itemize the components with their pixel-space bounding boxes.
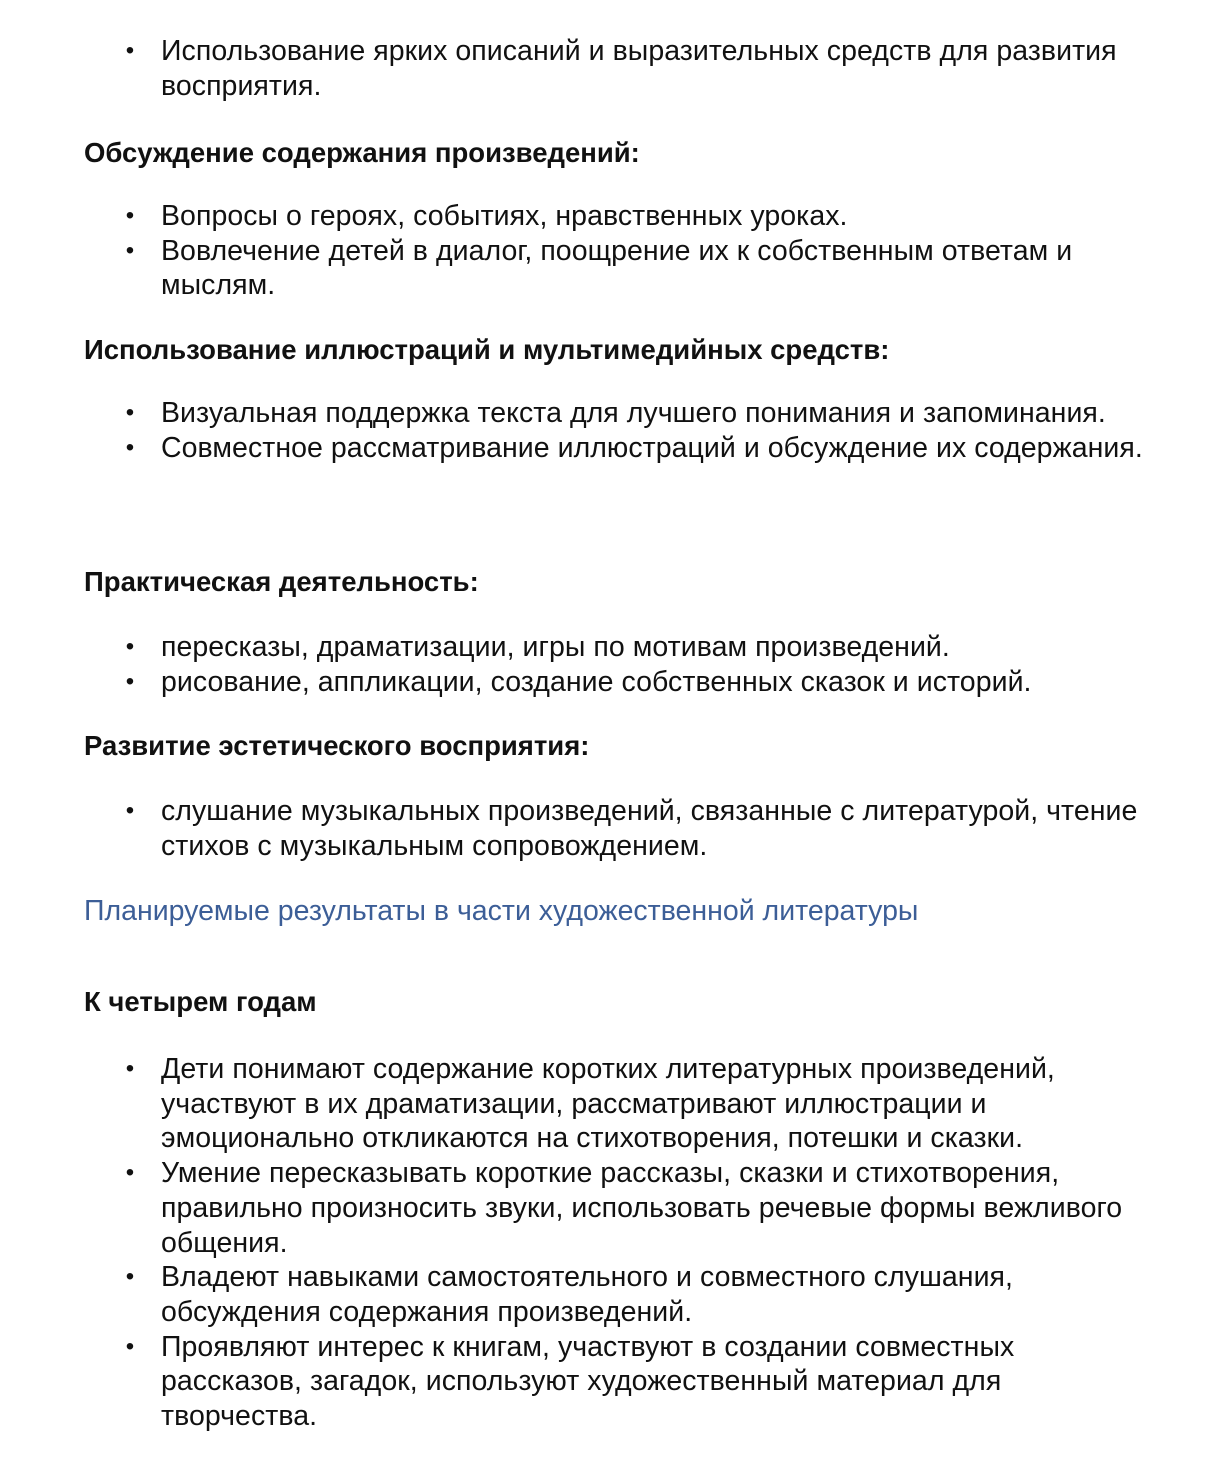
discussion-list <box>0 199 1206 303</box>
list-item <box>0 1156 1206 1260</box>
aesthetic-list <box>0 794 1206 863</box>
list-item-text: слушание музыкальных произведений, связанные с литературой, чтение стихов с музыкальным сопровождением. <box>161 795 1138 862</box>
list-item-text: рисование, аппликации, создание собственных сказок и историй. <box>161 665 1032 698</box>
bullet: • <box>125 399 135 426</box>
results-heading-link[interactable]: Планируемые результаты в части художественной литературы <box>84 895 919 927</box>
bullet: • <box>125 797 135 824</box>
bullet: • <box>125 37 135 64</box>
list-item <box>0 665 1206 700</box>
list-item <box>0 1052 1206 1156</box>
bullet: • <box>125 1055 135 1082</box>
illustrations-list <box>0 396 1206 465</box>
list-item <box>0 1260 1206 1329</box>
bullet: • <box>125 236 135 264</box>
list-item-text: Вовлечение детей в диалог, поощрение их к собственным ответам и мыслям. <box>161 234 1073 302</box>
list-item-text: Проявляют интерес к книгам, участвуют в создании совместных рассказов, загадок, используют художественный материал для творчества. <box>161 1330 1015 1433</box>
bullet: • <box>125 1159 135 1187</box>
list-item-text: Использование ярких описаний и выразительных средств для развития восприятия. <box>161 35 1117 102</box>
section-heading-discussion: Обсуждение содержания произведений: <box>84 137 640 168</box>
practice-list <box>0 630 1206 699</box>
section-heading-illustrations: Использование иллюстраций и мультимедийных средств: <box>84 334 890 365</box>
intro-list <box>0 34 1206 103</box>
bullet: • <box>125 1263 135 1291</box>
section-heading-four-years: К четырем годам <box>84 986 317 1017</box>
list-item <box>0 234 1206 303</box>
list-item-text: Дети понимают содержание коротких литературных произведений, участвуют в их драматизации, рассматривают иллюстрации и эмоционально откликаются на стихотворения, потешки и сказки. <box>161 1053 1055 1155</box>
section-heading-practice: Практическая деятельность: <box>84 566 479 597</box>
list-item-text: пересказы, драматизации, игры по мотивам произведений. <box>161 631 950 663</box>
list-item-text: Умение пересказывать короткие рассказы, сказки и стихотворения, правильно произносить звуки, использовать речевые формы вежливого общения. <box>161 1157 1123 1259</box>
list-item <box>0 199 1206 234</box>
four-years-list <box>0 1052 1206 1434</box>
bullet: • <box>125 433 135 461</box>
bullet: • <box>125 202 135 229</box>
list-item <box>0 34 1206 103</box>
list-item <box>0 1330 1206 1434</box>
list-item-text: Владеют навыками самостоятельного и совместного слушания, обсуждения содержания произведений. <box>161 1261 1013 1328</box>
list-item-text: Вопросы о героях, событиях, нравственных уроках. <box>161 200 848 232</box>
list-item-text: Визуальная поддержка текста для лучшего понимания и запоминания. <box>161 397 1106 429</box>
list-item <box>0 630 1206 665</box>
bullet: • <box>125 1332 135 1360</box>
bullet: • <box>125 667 135 695</box>
list-item <box>0 794 1206 863</box>
list-item <box>0 431 1206 466</box>
section-heading-aesthetic: Развитие эстетического восприятия: <box>84 730 590 761</box>
list-item <box>0 396 1206 431</box>
list-item-text: Совместное рассматривание иллюстраций и обсуждение их содержания. <box>161 431 1143 464</box>
bullet: • <box>125 633 135 660</box>
